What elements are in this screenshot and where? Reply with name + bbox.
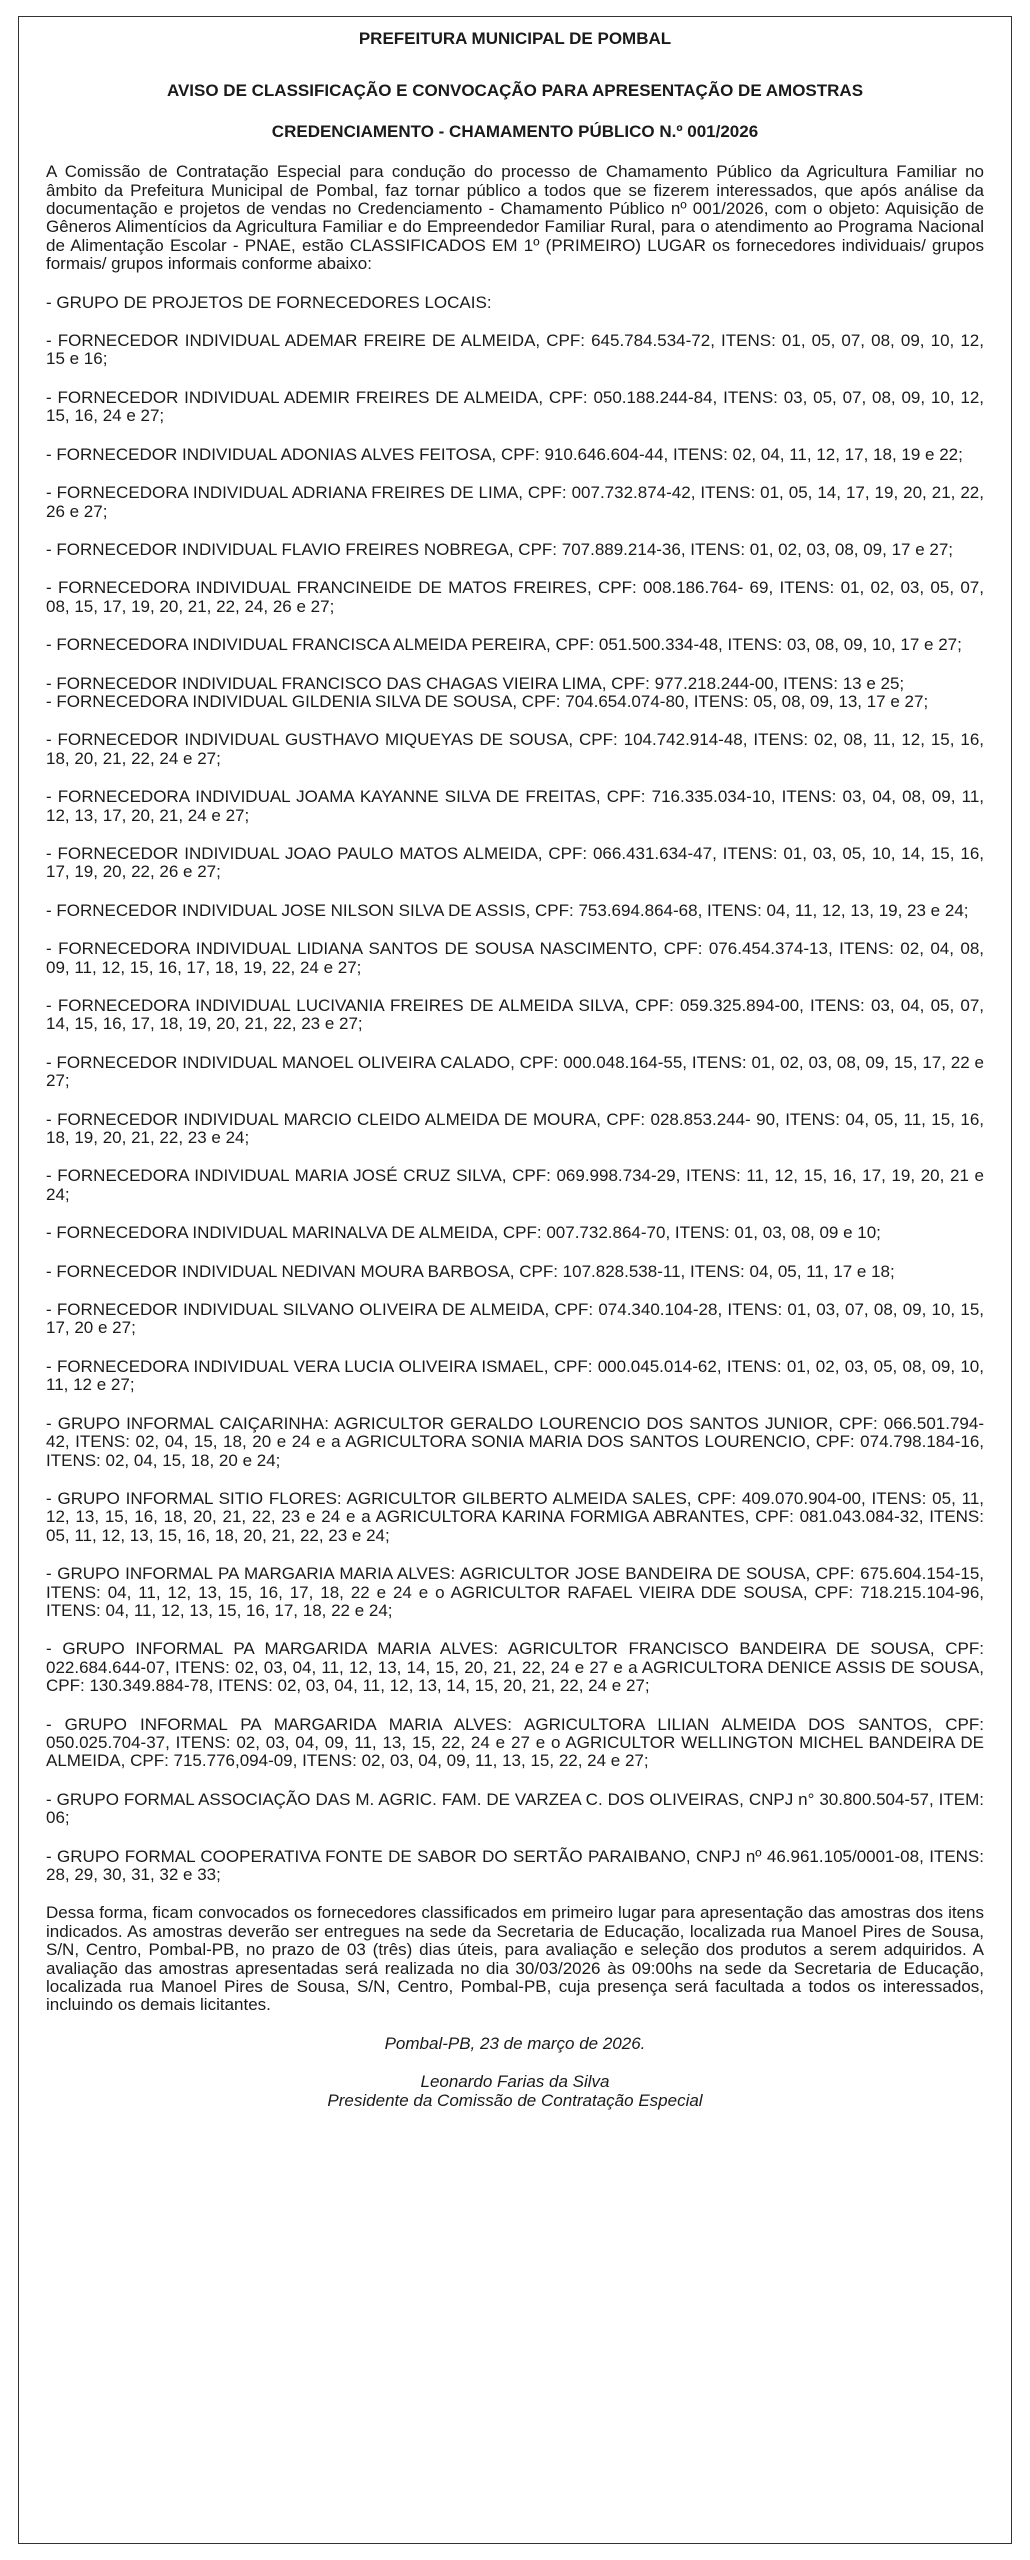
list-item: - GRUPO INFORMAL PA MARGARIDA MARIA ALVES: AGRICULTOR FRANCISCO BANDEIRA DE SOUSA, CPF: 022.684.644-07, ITENS: 02, 03, 04, 11, 12, 13, 14, 15, 20, 21, 22, 24 e 27 e a AGRICULTORA DENICE ASSIS DE SOUSA, CPF: 130.349.884-78, ITENS: 02, 03, 04, 11, 12, 13, 14, 15, 20, 21, 22, 24 e 27; (46, 1639, 984, 1696)
list-item: - FORNECEDORA INDIVIDUAL MARIA JOSÉ CRUZ SILVA, CPF: 069.998.734-29, ITENS: 11, 12, 15, 16, 17, 19, 20, 21 e 24; (46, 1166, 984, 1204)
list-item: - FORNECEDORA INDIVIDUAL LIDIANA SANTOS DE SOUSA NASCIMENTO, CPF: 076.454.374-13, ITENS: 02, 04, 08, 09, 11, 12, 15, 16, 17, 18, 19, 22, 24 e 27; (46, 939, 984, 977)
supplier-list (46, 332, 984, 1884)
list-item: - FORNECEDOR INDIVIDUAL JOSE NILSON SILVA DE ASSIS, CPF: 753.694.864-68, ITENS: 04, 11, 12, 13, 19, 23 e 24; (46, 900, 969, 920)
list-item: - FORNECEDOR INDIVIDUAL JOAO PAULO MATOS ALMEIDA, CPF: 066.431.634-47, ITENS: 01, 03, 05, 10, 14, 15, 16, 17, 19, 20, 22, 26 e 27; (46, 843, 984, 882)
list-item: - GRUPO INFORMAL CAIÇARINHA: AGRICULTOR GERALDO LOURENCIO DOS SANTOS JUNIOR, CPF: 066.501.794-42, ITENS: 02, 04, 15, 18, 20 e 24 e a AGRICULTORA SONIA MARIA DOS SANTOS LOURENCIO, CPF: 074.798.184-16, ITENS: 02, 04, 15, 18, 20 e 24; (46, 1413, 984, 1470)
credenciamento-title: CREDENCIAMENTO - CHAMAMENTO PÚBLICO N.º 001/2026 (271, 121, 759, 141)
list-item: - GRUPO INFORMAL PA MARGARIA MARIA ALVES: AGRICULTOR JOSE BANDEIRA DE SOUSA, CPF: 675.604.154-15, ITENS: 04, 11, 12, 13, 15, 16, 17, 18, 22 e 24 e o AGRICULTOR RAFAEL VIEIRA DDE SOUSA, CPF: 718.215.104-96, ITENS: 04, 11, 12, 13, 15, 16, 17, 18, 22 e 24; (46, 1564, 984, 1620)
signature-name: Leonardo Farias da Silva (420, 2072, 610, 2092)
signature-role: Presidente da Comissão de Contratação Especial (327, 2090, 703, 2110)
intro-paragraph: A Comissão de Contratação Especial para condução do processo de Chamamento Público da Agricultura Familiar no âmbito da Prefeitura Municipal de Pombal, faz tornar público a todos que se fizerem interessados, que após análise da documentação e projetos de vendas no Credenciamento - Chamamento Público nº 001/2026, com o objeto: Aquisição de Gêneros Alimentícios da Agricultura Familiar e do Empreendedor Familiar Rural, para o atendimento ao Programa Nacional de Alimentação Escolar - PNAE, estão CLASSIFICADOS EM 1º (PRIMEIRO) LUGAR os fornecedores individuais/ grupos formais/ grupos informais conforme abaixo: (46, 162, 984, 274)
list-item: - FORNECEDOR INDIVIDUAL MARCIO CLEIDO ALMEIDA DE MOURA, CPF: 028.853.244- 90, ITENS: 04, 05, 11, 15, 16, 18, 19, 20, 21, 22, 23 e 24; (46, 1109, 984, 1148)
prefeitura-title: PREFEITURA MUNICIPAL DE POMBAL (358, 29, 672, 48)
list-item: - FORNECEDORA INDIVIDUAL MARINALVA DE ALMEIDA, CPF: 007.732.864-70, ITENS: 01, 03, 08, 09 e 10; (46, 1223, 881, 1243)
list-item: - FORNECEDOR INDIVIDUAL ADEMIR FREIRES DE ALMEIDA, CPF: 050.188.244-84, ITENS: 03, 05, 07, 08, 09, 10, 12, 15, 16, 24 e 27; (46, 387, 984, 426)
list-item: - GRUPO FORMAL COOPERATIVA FONTE DE SABOR DO SERTÃO PARAIBANO, CNPJ nº 46.961.105/0001-08, ITENS: 28, 29, 30, 31, 32 e 33; (46, 1846, 984, 1884)
closing-paragraph: Dessa forma, ficam convocados os fornecedores classificados em primeiro lugar para apresentação das amostras dos itens indicados. As amostras deverão ser entregues na sede da Secretaria de Educação, localizada rua Manoel Pires de Sousa, S/N, Centro, Pombal-PB, no prazo de 03 (três) dias úteis, para avaliação e seleção dos produtos a serem adquiridos. A avaliação das amostras apresentadas será realizada no dia 30/03/2026 às 09:00hs na sede da Secretaria de Educação, localizada rua Manoel Pires de Sousa, S/N, Centro, Pombal-PB, cuja presença será facultada a todos os interessados, incluindo os demais licitantes. (46, 1903, 984, 2015)
place-date: Pombal-PB, 23 de março de 2026. (384, 2033, 646, 2053)
list-item: - FORNECEDORA INDIVIDUAL ADRIANA FREIRES DE LIMA, CPF: 007.732.874-42, ITENS: 01, 05, 14, 17, 19, 20, 21, 22, 26 e 27; (46, 483, 984, 521)
document-body (46, 30, 984, 2110)
list-item: - FORNECEDOR INDIVIDUAL NEDIVAN MOURA BARBOSA, CPF: 107.828.538-11, ITENS: 04, 05, 11, 17 e 18; (46, 1261, 895, 1281)
list-item: - FORNECEDORA INDIVIDUAL FRANCINEIDE DE MATOS FREIRES, CPF: 008.186.764- 69, ITENS: 01, 02, 03, 05, 07, 08, 15, 17, 19, 20, 21, 22, 24, 26 e 27; (46, 578, 984, 616)
list-item: - FORNECEDOR INDIVIDUAL SILVANO OLIVEIRA DE ALMEIDA, CPF: 074.340.104-28, ITENS: 01, 03, 07, 08, 09, 10, 15, 17, 20 e 27; (46, 1300, 984, 1338)
list-item: - GRUPO INFORMAL SITIO FLORES: AGRICULTOR GILBERTO ALMEIDA SALES, CPF: 409.070.904-00, ITENS: 05, 11, 12, 13, 15, 16, 18, 20, 21, 22, 23 e 24 e a AGRICULTORA KARINA FORMIGA ABRANTES, CPF: 081.043.084-32, ITENS: 05, 11, 12, 13, 15, 16, 18, 20, 21, 22, 23 e 24; (46, 1488, 984, 1545)
list-item: - FORNECEDORA INDIVIDUAL LUCIVANIA FREIRES DE ALMEIDA SILVA, CPF: 059.325.894-00, ITENS: 03, 04, 05, 07, 14, 15, 16, 17, 18, 19, 20, 21, 22, 23 e 27; (46, 996, 984, 1034)
list-item: - FORNECEDOR INDIVIDUAL MANOEL OLIVEIRA CALADO, CPF: 000.048.164-55, ITENS: 01, 02, 03, 08, 09, 15, 17, 22 e 27; (46, 1052, 984, 1091)
aviso-title: AVISO DE CLASSIFICAÇÃO E CONVOCAÇÃO PARA APRESENTAÇÃO DE AMOSTRAS (166, 81, 864, 101)
list-item: - FORNECEDOR INDIVIDUAL FLAVIO FREIRES NOBREGA, CPF: 707.889.214-36, ITENS: 01, 02, 03, 08, 09, 17 e 27; (46, 539, 954, 559)
list-item: - FORNECEDOR INDIVIDUAL FRANCISCO DAS CHAGAS VIEIRA LIMA, CPF: 977.218.244-00, ITENS: 13 e 25; (46, 673, 905, 693)
list-item: - FORNECEDOR INDIVIDUAL ADONIAS ALVES FEITOSA, CPF: 910.646.604-44, ITENS: 02, 04, 11, 12, 17, 18, 19 e 22; (46, 444, 963, 464)
list-item: - GRUPO FORMAL ASSOCIAÇÃO DAS M. AGRIC. FAM. DE VARZEA C. DOS OLIVEIRAS, CNPJ n° 30.800.504-57, ITEM: 06; (46, 1789, 984, 1828)
list-item: - FORNECEDORA INDIVIDUAL JOAMA KAYANNE SILVA DE FREITAS, CPF: 716.335.034-10, ITENS: 03, 04, 08, 09, 11, 12, 13, 17, 20, 21, 24 e 27; (46, 787, 984, 825)
list-item: - GRUPO INFORMAL PA MARGARIDA MARIA ALVES: AGRICULTORA LILIAN ALMEIDA DOS SANTOS, CPF: 050.025.704-37, ITENS: 02, 03, 04, 09, 11, 13, 15, 22, 24 e 27 e o AGRICULTOR WELLINGTON MICHEL BANDEIRA DE ALMEIDA, CPF: 715.776,094-09, ITENS: 02, 03, 04, 09, 11, 13, 15, 22, 24 e 27; (46, 1714, 984, 1771)
list-item: - FORNECEDORA INDIVIDUAL GILDENIA SILVA DE SOUSA, CPF: 704.654.074-80, ITENS: 05, 08, 09, 13, 17 e 27; (46, 691, 929, 711)
list-item: - FORNECEDOR INDIVIDUAL ADEMAR FREIRE DE ALMEIDA, CPF: 645.784.534-72, ITENS: 01, 05, 07, 08, 09, 10, 12, 15 e 16; (46, 331, 984, 369)
list-item: - FORNECEDOR INDIVIDUAL GUSTHAVO MIQUEYAS DE SOUSA, CPF: 104.742.914-48, ITENS: 02, 08, 11, 12, 15, 16, 18, 20, 21, 22, 24 e 27; (46, 730, 984, 768)
group-heading: - GRUPO DE PROJETOS DE FORNECEDORES LOCAIS: (46, 292, 492, 312)
list-item: - FORNECEDORA INDIVIDUAL VERA LUCIA OLIVEIRA ISMAEL, CPF: 000.045.014-62, ITENS: 01, 02, 03, 05, 08, 09, 10, 11, 12 e 27; (46, 1356, 984, 1395)
list-item: - FORNECEDORA INDIVIDUAL FRANCISCA ALMEIDA PEREIRA, CPF: 051.500.334-48, ITENS: 03, 08, 09, 10, 17 e 27; (46, 635, 962, 655)
